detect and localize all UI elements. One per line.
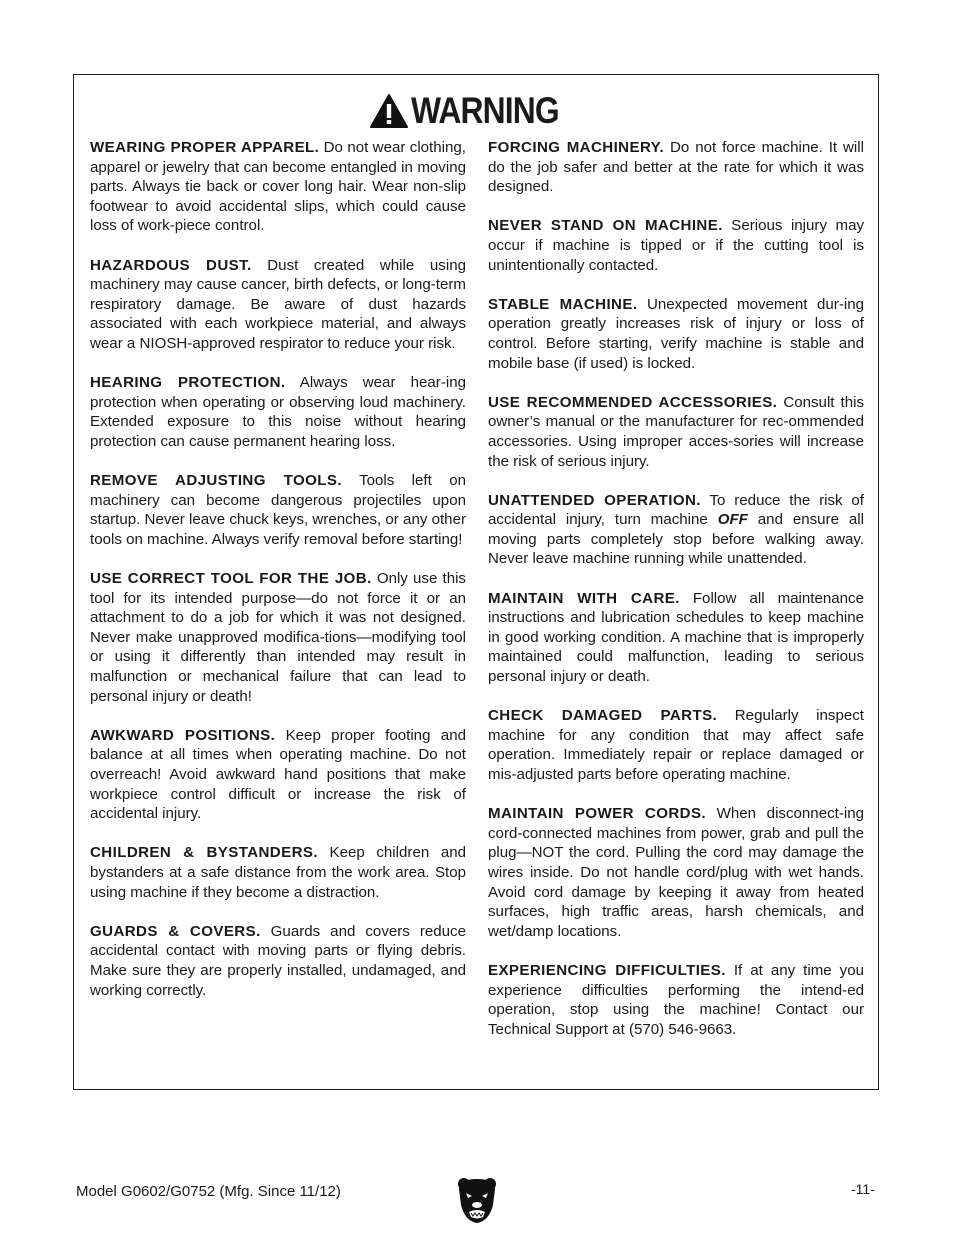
off-emphasis: OFF xyxy=(717,511,748,529)
right-column xyxy=(488,138,864,1059)
footer-model-text: Model G0602/G0752 (Mfg. Since 11/12) xyxy=(76,1183,341,1200)
paragraph-heading: STABLE MACHINE. xyxy=(488,295,638,313)
paragraph-body: Serious injury may occur if machine is tipped or if the cutting tool is unintentionally contacted. xyxy=(488,217,865,274)
paragraph-children-bystanders xyxy=(90,843,466,902)
warning-box xyxy=(73,74,879,1090)
paragraph-heading: HEARING PROTECTION. xyxy=(90,374,286,392)
paragraph-hazardous-dust xyxy=(90,256,466,354)
paragraph-heading: CHECK DAMAGED PARTS. xyxy=(488,707,718,725)
paragraph-use-recommended-accessories xyxy=(488,393,864,471)
paragraph-heading: EXPERIENCING DIFFICULTIES. xyxy=(488,961,726,979)
paragraph-heading: MAINTAIN POWER CORDS. xyxy=(488,805,707,823)
paragraph-check-damaged-parts xyxy=(488,706,864,784)
paragraph-unattended-operation xyxy=(488,491,864,569)
warning-title: WARNING xyxy=(411,90,559,131)
left-column xyxy=(90,138,466,1020)
paragraph-heading: UNATTENDED OPERATION. xyxy=(488,491,701,509)
paragraph-stable-machine xyxy=(488,295,864,373)
paragraph-body: When disconnect-ing cord-connected machines from power, grab and pull the plug—NOT the cord. Pulling the cord may damage the wires inside. Do not handle cord/plug with wet hands. Avoid cord damage by keeping it away from heated surfaces, high traffic areas, harsh chemicals, and wet/damp locations. xyxy=(488,805,864,940)
paragraph-heading: AWKWARD POSITIONS. xyxy=(90,726,276,744)
paragraph-body: Keep children and bystanders at a safe distance from the work area. Stop using machine if they become a distraction. xyxy=(90,844,467,901)
paragraph-awkward-positions xyxy=(90,726,466,824)
paragraph-experiencing-difficulties xyxy=(488,961,864,1039)
page-number: -11- xyxy=(851,1181,875,1197)
paragraph-body: Regularly inspect machine for any condition that may affect safe operation. Immediately repair or replace damaged or mis-adjusted parts before operating machine. xyxy=(488,707,864,783)
warning-header xyxy=(74,91,878,135)
paragraph-body: Dust created while using machinery may cause cancer, birth defects, or long-term respiratory damage. Be aware of dust hazards associated with each workpiece material, and always wear a NIOSH-approved respirator to reduce your risk. xyxy=(90,256,466,352)
paragraph-heading: USE CORRECT TOOL FOR THE JOB. xyxy=(90,570,372,588)
paragraph-heading: NEVER STAND ON MACHINE. xyxy=(488,217,723,235)
paragraph-wearing-proper-apparel xyxy=(90,138,466,236)
paragraph-body: Do not wear clothing, apparel or jewelry that can become entangled in moving parts. Always tie back or cover long hair. Wear non-slip footwear to avoid accidental slips, which could cause loss of work-piece control. xyxy=(90,139,466,235)
paragraph-heading: USE RECOMMENDED ACCESSORIES. xyxy=(488,393,778,411)
paragraph-guards-covers xyxy=(90,922,466,1000)
paragraph-use-correct-tool xyxy=(90,569,466,706)
paragraph-body: Guards and covers reduce accidental contact with moving parts or flying debris. Make sure they are properly installed, undamaged, and working correctly. xyxy=(90,922,466,999)
paragraph-heading: GUARDS & COVERS. xyxy=(90,922,261,940)
paragraph-body: Unexpected movement dur-ing operation greatly increases risk of injury or loss of control. Before starting, verify machine is stable and mobile base (if used) is locked. xyxy=(488,295,865,372)
paragraph-maintain-power-cords xyxy=(488,804,864,941)
paragraph-body-continued: and ensure all moving parts completely stop before walking away. Never leave machine running while unattended. xyxy=(488,511,864,568)
paragraph-maintain-with-care xyxy=(488,589,864,687)
paragraph-body: Always wear hear-ing protection when operating or observing loud machinery. Extended exposure to this noise without hearing protection can cause permanent hearing loss. xyxy=(90,374,466,450)
paragraph-heading: WEARING PROPER APPAREL. xyxy=(90,139,320,156)
paragraph-body: If at any time you experience difficulties performing the intend-ed operation, stop using the machine! Contact our Technical Support at (570) 546-9663. xyxy=(488,961,864,1038)
paragraph-body: Consult this owner’s manual or the manufacturer for rec-ommended accessories. Using improper acces-sories will increase the risk of serious injury. xyxy=(488,393,864,470)
paragraph-heading: HAZARDOUS DUST. xyxy=(90,256,252,274)
paragraph-heading: CHILDREN & BYSTANDERS. xyxy=(90,844,318,862)
paragraph-body: Follow all maintenance instructions and lubrication schedules to keep machine in good working condition. A machine that is improperly maintained could malfunction, leading to serious personal injury or death. xyxy=(488,589,864,686)
paragraph-heading: MAINTAIN WITH CARE. xyxy=(488,589,680,607)
paragraph-remove-adjusting-tools xyxy=(90,471,466,549)
paragraph-body: Keep proper footing and balance at all times when operating machine. Do not overreach! Avoid awkward hand positions that make workpiece control difficult or increase the risk of accidental injury. xyxy=(90,726,466,823)
paragraph-body: To reduce the risk of accidental injury, turn machine xyxy=(488,491,864,529)
warning-triangle-icon xyxy=(369,93,409,129)
paragraph-heading: REMOVE ADJUSTING TOOLS. xyxy=(90,472,342,490)
paragraph-hearing-protection xyxy=(90,373,466,451)
paragraph-body: Do not force machine. It will do the job safer and better at the rate for which it was designed. xyxy=(488,139,864,196)
paragraph-forcing-machinery xyxy=(488,138,864,197)
paragraph-never-stand-on-machine xyxy=(488,216,864,275)
paragraph-heading: FORCING MACHINERY. xyxy=(488,139,665,156)
paragraph-body: Tools left on machinery can become dangerous projectiles upon startup. Never leave chuck keys, wrenches, or any other tools on machine. Always verify removal before starting! xyxy=(90,472,466,548)
paragraph-body: Only use this tool for its intended purpose—do not force it or an attachment to do a job for which it was not designed. Never make unapproved modifica-tions—modifying tool or using it differently than intended may result in malfunction or mechanical failure that can lead to personal injury or death! xyxy=(90,570,466,705)
grizzly-bear-logo-icon xyxy=(456,1175,498,1225)
